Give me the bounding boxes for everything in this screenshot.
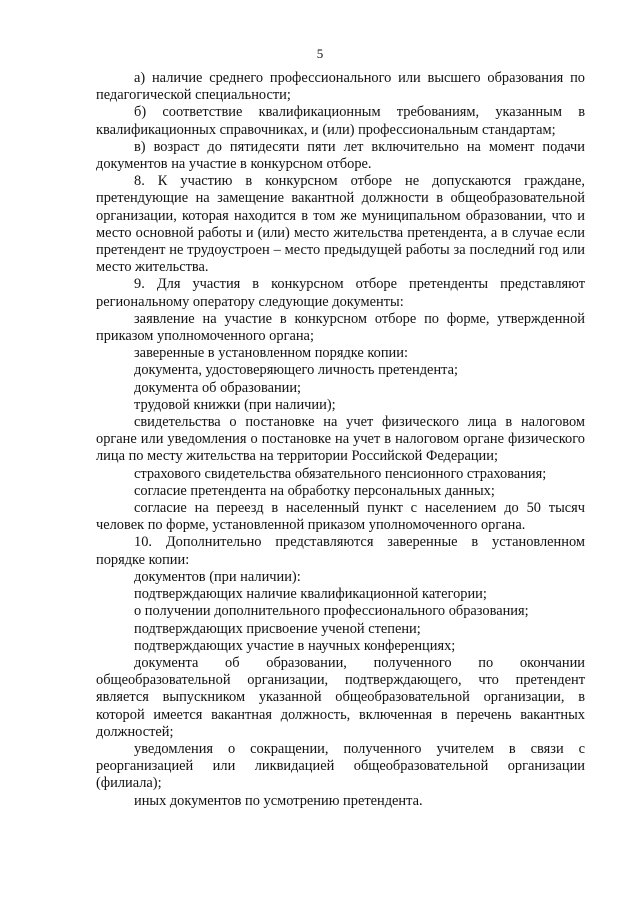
- document-list-item: подтверждающих наличие квалификационной категории;: [134, 586, 487, 603]
- paragraph-item-b: б) соответствие квалификационным требованиям, указанным в квалификационных справочниках, и (или) профессиональным стандартам;: [96, 104, 585, 138]
- document-list-item: документа об образовании, полученного по окончании общеобразовательной организации, подтверждающего, что претендент является выпускником указанной общеобразовательной организации, в которой имеется вакантная должность, включенная в перечень вакантных должностей;: [96, 654, 585, 740]
- paragraph-item-v: в) возраст до пятидесяти пяти лет включительно на момент подачи документов на участие в конкурсном отборе.: [96, 138, 585, 173]
- document-list-item: заявление на участие в конкурсном отборе по форме, утвержденной приказом уполномоченного органа;: [96, 310, 585, 345]
- document-list-item: документов (при наличии):: [134, 568, 301, 585]
- paragraph-8: 8. К участию в конкурсном отборе не допускаются граждане, претендующие на замещение вакантной должности в общеобразовательной организации, которая находится в том же муниципальном образовании, что и место основной работы и (или) место жительства претендента, а в случае если претендент не трудоустроен – место предыдущей работы за последний год или место жительства.: [96, 173, 585, 276]
- document-list-item: документа об образовании;: [134, 379, 302, 396]
- paragraph-item-a: а) наличие среднего профессионального или высшего образования по педагогической специальности;: [96, 70, 585, 104]
- document-list-item: согласие претендента на обработку персональных данных;: [134, 482, 495, 499]
- document-list-item: свидетельства о постановке на учет физического лица в налоговом органе или уведомления о постановке на учет в налоговом органе физического лица по месту жительства на территории Российской Федерации;: [96, 414, 585, 465]
- document-list-item: документа, удостоверяющего личность претендента;: [134, 362, 458, 379]
- document-list-item: страхового свидетельства обязательного пенсионного страхования;: [134, 465, 547, 482]
- document-list-item: заверенные в установленном порядке копии:: [134, 345, 408, 362]
- document-list-item: уведомления о сокращении, полученного учителем в связи с реорганизацией или ликвидацией общеобразовательной организации (филиала);: [96, 740, 585, 792]
- paragraph-10: 10. Дополнительно представляются заверенные в установленном порядке копии:: [96, 534, 585, 568]
- paragraph-9: 9. Для участия в конкурсном отборе претенденты представляют региональному оператору следующие документы:: [96, 276, 585, 310]
- document-body: [96, 70, 585, 810]
- document-list-item: о получении дополнительного профессионального образования;: [134, 603, 529, 620]
- document-list-item: трудовой книжки (при наличии);: [134, 396, 336, 413]
- document-list-item: иных документов по усмотрению претендента.: [134, 792, 423, 809]
- document-list-item: согласие на переезд в населенный пункт с населением до 50 тысяч человек по форме, установленной приказом уполномоченного органа.: [96, 500, 585, 534]
- page-number: 5: [316, 46, 324, 61]
- document-list-item: подтверждающих участие в научных конференциях;: [134, 637, 456, 654]
- document-list-item: подтверждающих присвоение ученой степени;: [134, 620, 421, 637]
